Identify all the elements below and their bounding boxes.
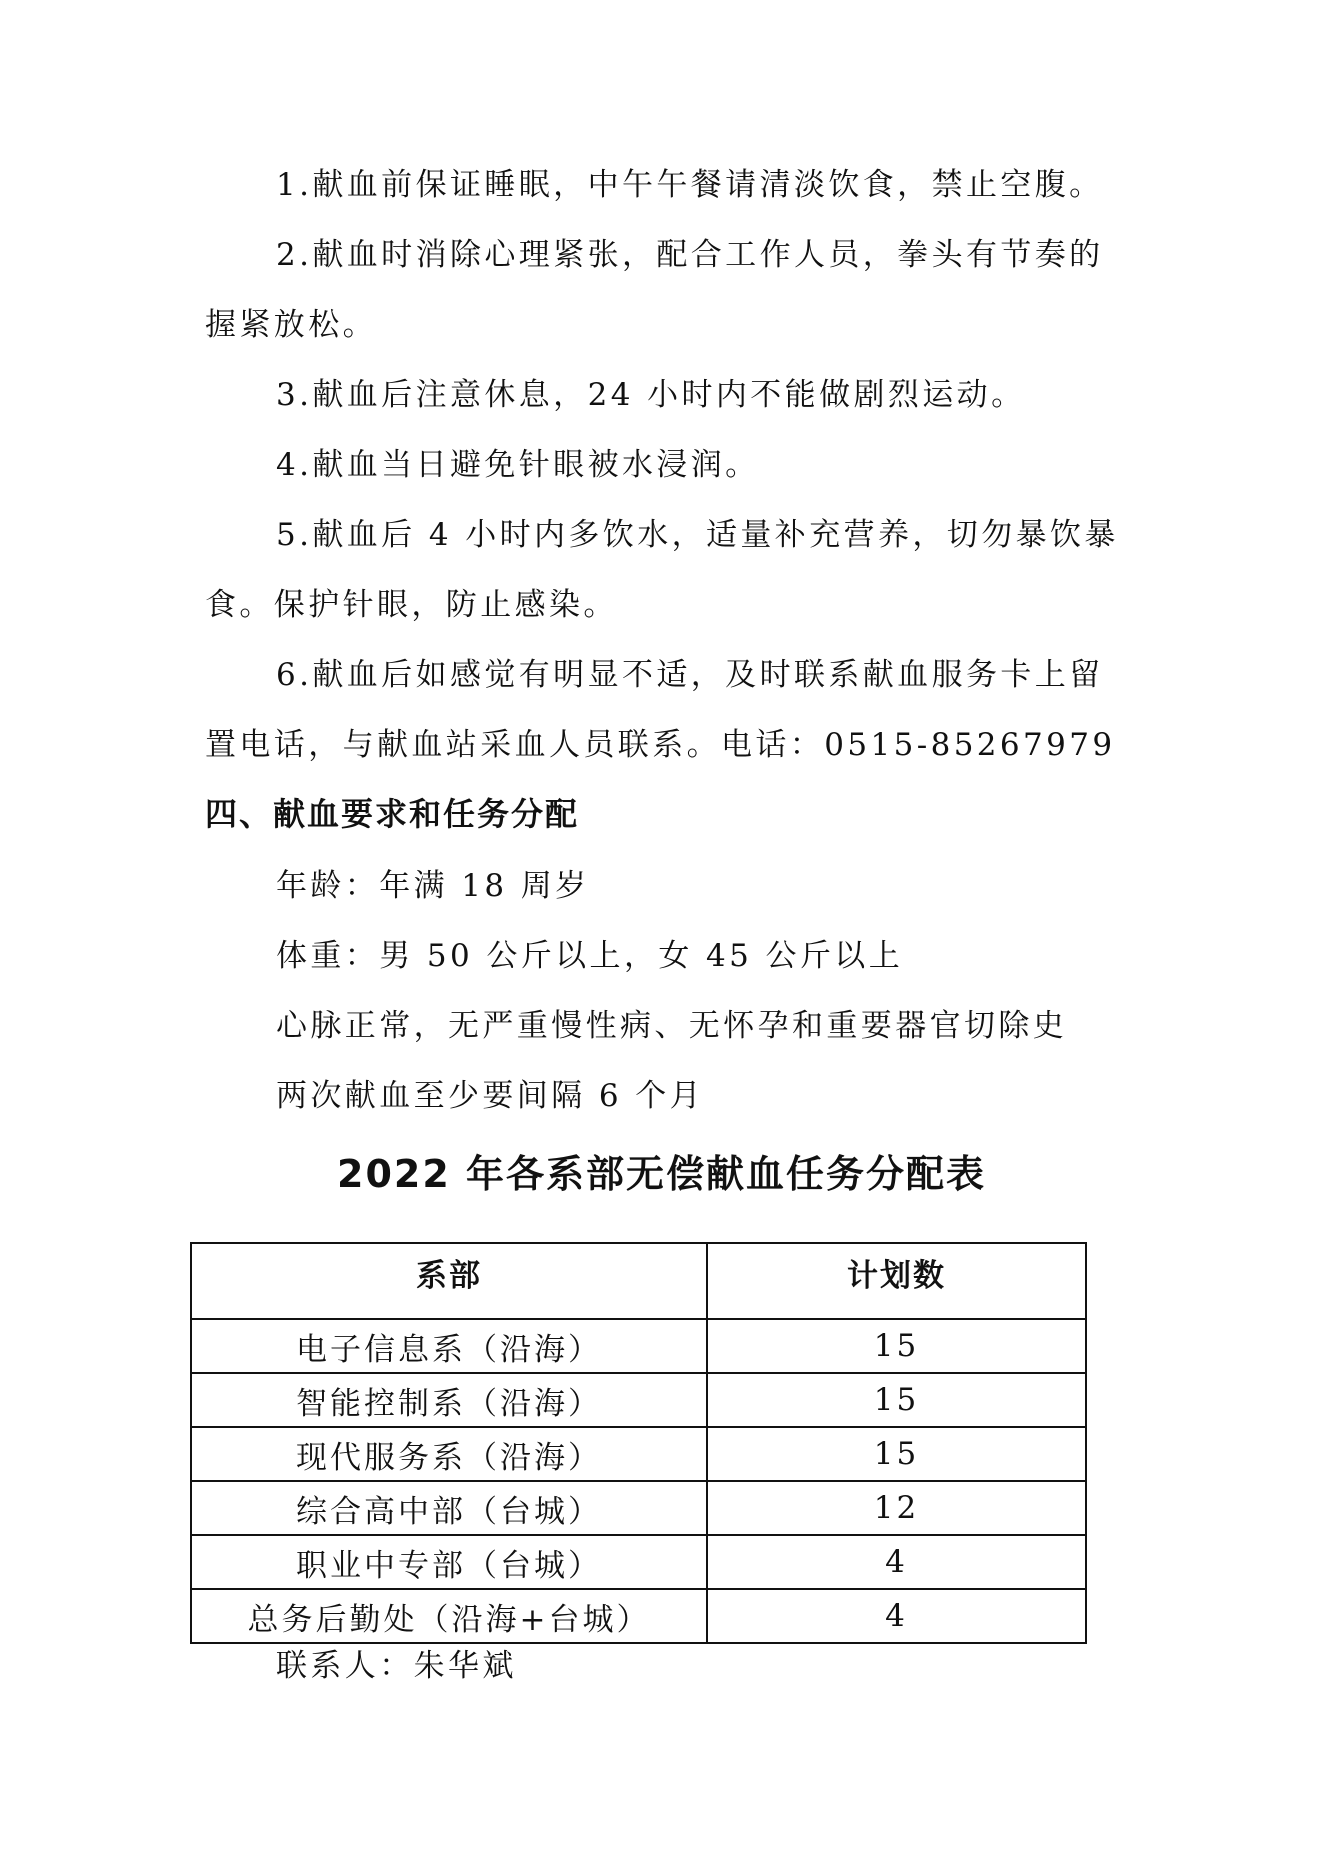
cell-count: 12 (707, 1481, 1086, 1535)
cell-department: 智能控制系（沿海） (191, 1373, 707, 1427)
note-3: 3.献血后注意休息，24 小时内不能做剧烈运动。 (276, 377, 1026, 413)
section-heading: 四、献血要求和任务分配 (205, 795, 580, 833)
cell-department: 现代服务系（沿海） (191, 1427, 707, 1481)
requirement-interval: 两次献血至少要间隔 6 个月 (276, 1078, 705, 1114)
cell-count: 15 (707, 1427, 1086, 1481)
cell-department: 电子信息系（沿海） (191, 1319, 707, 1373)
table-row (191, 1427, 1086, 1481)
cell-count: 4 (707, 1589, 1086, 1643)
note-5: 5.献血后 4 小时内多饮水，适量补充营养，切勿暴饮暴食。保护针眼，防止感染。 (205, 517, 1119, 623)
allocation-table (190, 1242, 1087, 1644)
header-department: 系部 (191, 1243, 707, 1319)
table-row (191, 1373, 1086, 1427)
note-4: 4.献血当日避免针眼被水浸润。 (276, 447, 760, 483)
requirement-age: 年龄：年满 18 周岁 (276, 868, 590, 904)
cell-department: 综合高中部（台城） (191, 1481, 707, 1535)
table-row (191, 1535, 1086, 1589)
table-row (191, 1319, 1086, 1373)
table-row (191, 1589, 1086, 1643)
cell-count: 15 (707, 1319, 1086, 1373)
requirement-weight: 体重：男 50 公斤以上，女 45 公斤以上 (276, 938, 904, 974)
note-2: 2.献血时消除心理紧张，配合工作人员，拳头有节奏的握紧放松。 (205, 237, 1104, 343)
table-title: 2022 年各系部无偿献血任务分配表 (337, 1152, 986, 1196)
contact-person: 联系人：朱华斌 (276, 1648, 517, 1684)
table-header-row (191, 1243, 1086, 1319)
cell-department: 总务后勤处（沿海+台城） (191, 1589, 707, 1643)
cell-department: 职业中专部（台城） (191, 1535, 707, 1589)
header-plan-count: 计划数 (707, 1243, 1086, 1319)
table-row (191, 1481, 1086, 1535)
cell-count: 15 (707, 1373, 1086, 1427)
note-1: 1.献血前保证睡眠，中午午餐请清淡饮食，禁止空腹。 (276, 167, 1104, 203)
cell-count: 4 (707, 1535, 1086, 1589)
requirement-health: 心脉正常，无严重慢性病、无怀孕和重要器官切除史 (276, 1008, 1068, 1044)
note-6: 6.献血后如感觉有明显不适，及时联系献血服务卡上留置电话，与献血站采血人员联系。电话：0515-85267979 (205, 657, 1116, 763)
